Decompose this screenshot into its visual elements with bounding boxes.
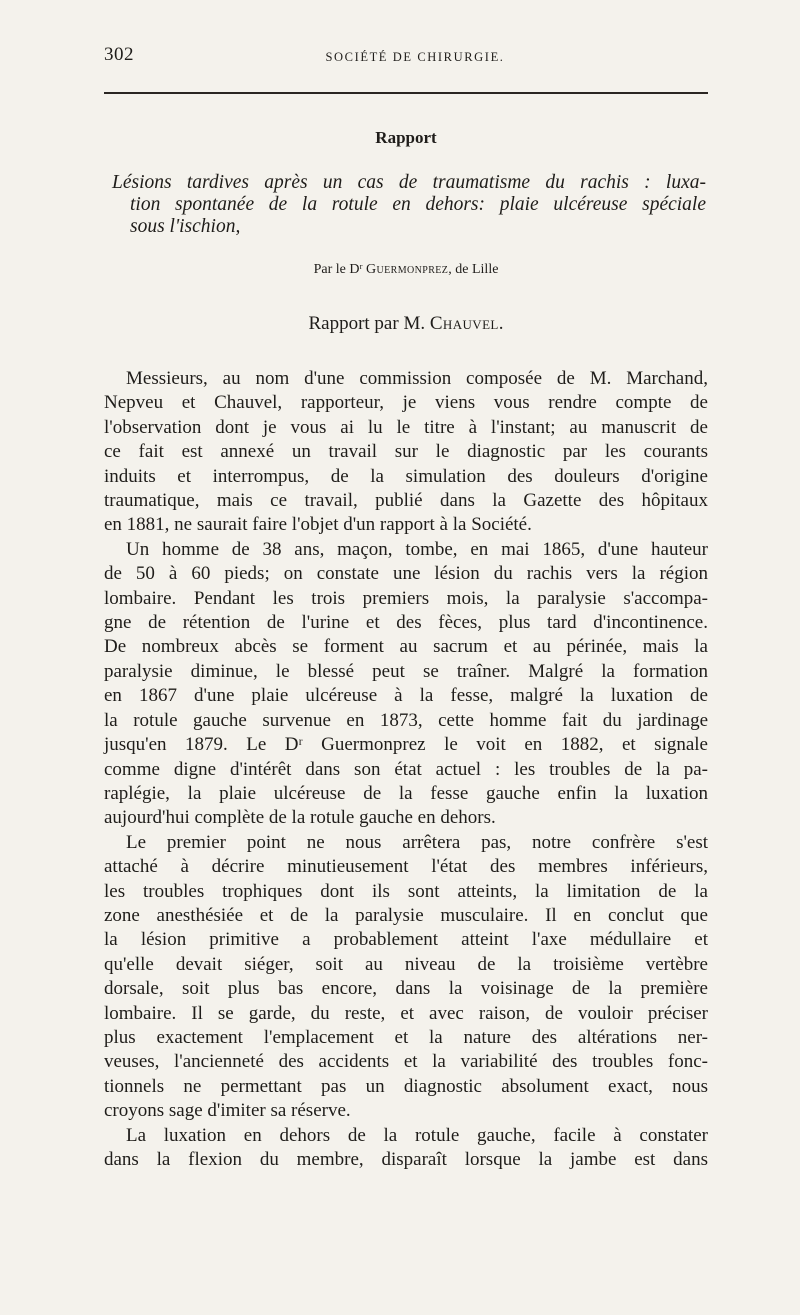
report-by-reporter: Chauvel	[429, 313, 499, 334]
paragraph-line: jusqu'en 1879. Le Dʳ Guermonprez le voit en 1882, et signale	[104, 734, 708, 756]
paragraph-line: en 1867 d'une plaie ulcéreuse à la fesse, malgré la luxation de	[104, 685, 708, 707]
paragraph-line: de 50 à 60 pieds; on constate une lésion du rachis vers la région	[104, 563, 708, 585]
body-text	[104, 367, 708, 1172]
article-title	[112, 172, 706, 238]
paragraph-line: l'observation dont je vous ai lu le titre à l'instant; au manuscrit de	[104, 416, 708, 438]
paragraph-line: Messieurs, au nom d'une commission composée de M. Marchand,	[126, 368, 708, 389]
paragraph-line: Un homme de 38 ans, maçon, tombe, en mai 1865, d'une hauteur	[126, 538, 708, 560]
paragraph-line: zone anesthésiée et de la paralysie musculaire. Il en conclut que	[104, 904, 708, 926]
paragraph-line: la lésion primitive a probablement atteint l'axe médullaire et	[104, 929, 708, 951]
paragraph-line: la rotule gauche survenue en 1873, cette homme fait du jardinage	[104, 709, 708, 731]
report-by	[104, 313, 708, 335]
paragraph-line: ce fait est annexé un travail sur le diagnostic par les courants	[104, 441, 708, 463]
paragraph-line: veuses, l'ancienneté des accidents et la variabilité des troubles fonc-	[104, 1051, 708, 1073]
running-title: SOCIÉTÉ DE CHIRURGIE.	[325, 50, 505, 64]
article-title-line: sous l'ischion,	[130, 216, 241, 237]
paragraph-line: paralysie diminue, le blessé peut se traîner. Malgré la formation	[104, 660, 708, 682]
paragraph-line: les troubles trophiques dont ils sont atteints, la limitation de la	[104, 880, 708, 902]
paragraph-line: aujourd'hui complète de la rotule gauche en dehors.	[104, 807, 496, 829]
paragraph-line: plus exactement l'emplacement et la nature des altérations ner-	[104, 1026, 708, 1048]
paragraph	[104, 367, 708, 538]
paragraph	[104, 831, 708, 1124]
paragraph-line: attaché à décrire minutieusement l'état des membres inférieurs,	[104, 856, 708, 878]
paragraph-line: gne de rétention de l'urine et des fèces, plus tard d'incontinence.	[104, 612, 708, 634]
byline	[104, 262, 708, 278]
paragraph-line: Nepveu et Chauvel, rapporteur, je viens vous rendre compte de	[104, 392, 708, 414]
paragraph-line: induits et interrompus, de la simulation des douleurs d'origine	[104, 465, 708, 487]
paragraph-line: raplégie, la plaie ulcéreuse de la fesse gauche enfin la luxation	[104, 782, 708, 804]
paragraph-line: La luxation en dehors de la rotule gauche, facile à constater	[126, 1124, 708, 1146]
paragraph	[104, 1124, 708, 1173]
report-by-prefix: Rapport par M.	[308, 313, 426, 334]
paragraph-line: lombaire. Il se garde, du reste, et avec raison, de vouloir préciser	[104, 1002, 708, 1024]
paragraph	[104, 538, 708, 831]
paragraph-line: traumatique, mais ce travail, publié dans la Gazette des hôpitaux	[104, 490, 708, 512]
paragraph-line: en 1881, ne saurait faire l'objet d'un rapport à la Société.	[104, 514, 532, 536]
paragraph-line: dorsale, soit plus bas encore, dans la voisinage de la première	[104, 978, 708, 1000]
article-title-line: tion spontanée de la rotule en dehors: plaie ulcéreuse spéciale	[130, 194, 706, 215]
page-number: 302	[104, 44, 134, 65]
article-title-line: Lésions tardives après un cas de traumatisme du rachis : luxa-	[112, 172, 706, 193]
section-heading: Rapport	[375, 128, 437, 147]
paragraph-line: Le premier point ne nous arrêtera pas, notre confrère s'est	[126, 831, 708, 853]
paragraph-line: dans la flexion du membre, disparaît lorsque la jambe est dans	[104, 1149, 708, 1170]
paragraph-line: qu'elle devait siéger, soit au niveau de la troisième vertèbre	[104, 953, 708, 975]
paragraph-line: comme digne d'intérêt dans son état actuel : les troubles de la pa-	[104, 758, 708, 780]
header-rule	[104, 92, 708, 94]
paragraph-line: tionnels ne permettant pas un diagnostic absolument exact, nous	[104, 1075, 708, 1097]
byline-author: Guermonprez	[365, 262, 449, 277]
paragraph-line: De nombreux abcès se forment au sacrum et au périnée, mais la	[104, 636, 708, 658]
byline-prefix: Par le Dʳ	[313, 262, 363, 277]
report-by-suffix: .	[498, 313, 504, 334]
paragraph-line: lombaire. Pendant les trois premiers mois, la paralysie s'accompa-	[104, 587, 708, 609]
paragraph-line: croyons sage d'imiter sa réserve.	[104, 1100, 351, 1122]
byline-suffix: , de Lille	[448, 262, 499, 277]
